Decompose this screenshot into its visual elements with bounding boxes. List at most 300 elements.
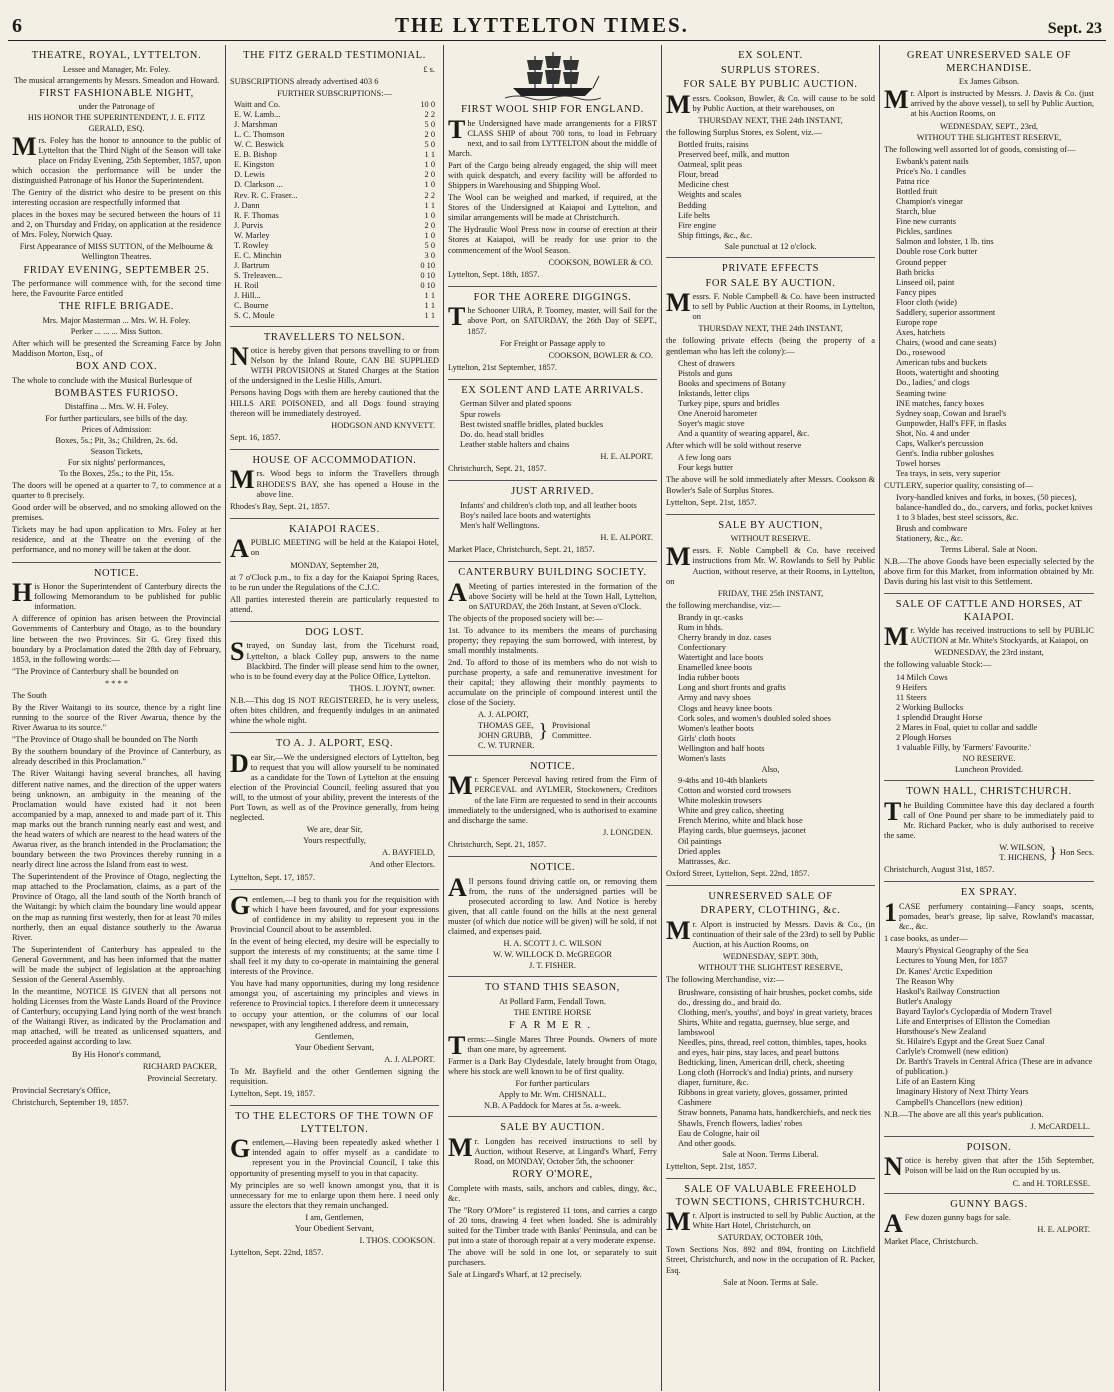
building-p4: 2nd. To afford to those of its members who do not wish to purchase property, a safe and remunerative investment for their capital; they allowing their monthly payments to accumulate on the principle of compound interest until the close of the Society. (448, 658, 657, 708)
theatre-ad (12, 45, 221, 563)
subscription-row (230, 271, 439, 281)
list-item: Clogs and heavy knee boots (678, 703, 772, 713)
wool-ship-ad (448, 45, 657, 287)
list-item: Leather stable halters and chains (460, 439, 570, 449)
cattle-heading: SALE OF CATTLE AND HORSES, AT KAIAPOI. (895, 599, 1083, 623)
theatre-box-and-cox: BOX AND COX. (75, 361, 158, 373)
spray-signature: J. McCARDELL. (1030, 1121, 1090, 1131)
poison-p1: Notice is hereby given that after the 15th September, Poison will be laid on the Run occupied by us. (884, 1152, 1094, 1182)
travellers-heading: TRAVELLERS TO NELSON. (263, 331, 406, 343)
list-item: Campbell's Chancellors (new edition) (896, 1097, 1023, 1107)
list-item: Towel horses (896, 459, 941, 469)
subscriber-name: E. Kingston (234, 160, 275, 170)
subscriber-name: W. C. Beswick (234, 140, 284, 150)
list-item: Chairs, (wood and cane seats) (896, 338, 997, 348)
travellers-p2: Persons having Dogs with them are hereby cautioned that the HILLS ARE POISONED, and all Dogs found straying thereon will be immediately destroyed. (230, 388, 439, 418)
cattle-items (884, 673, 1094, 754)
freehold-p1: Mr. Alport is instructed to sell by Public Auction, at the White Hart Hotel, Christchurch, on (666, 1207, 875, 1237)
private-effects-ad (666, 258, 875, 515)
theatre-friday: FRIDAY EVENING, SEPTEMBER 25. (23, 264, 210, 276)
subscription-amount: 5 0 (424, 240, 435, 250)
list-item: Price's No. 1 candles (896, 166, 966, 176)
drapery-sub-2: WITHOUT THE SLIGHTEST RESERVE, (698, 963, 843, 973)
reserve-p1: Messrs. F. Noble Campbell & Co. have received instructions from Mr. W. Rowlands to Sell by Public Auction, without reserve, at their Rooms, in Lyttelton, on (666, 542, 875, 586)
solent-signature: H. E. ALPORT. (600, 451, 653, 461)
column-4 (662, 45, 880, 1391)
private-p1: Messrs. F. Noble Campbell & Co. have been instructed to sell by Public Auction at their Rooms, in Lyttelton, on (666, 288, 875, 322)
kaiapoi-heading: KAIAPOI RACES. (289, 523, 380, 535)
list-item: Ribbons in great variety, gloves, gossamer, printed Cashmere (678, 1088, 848, 1108)
list-item: Spur rowels (460, 409, 501, 419)
farmer-p5: N.B. A Paddock for Mares at 5s. a-week. (484, 1101, 621, 1111)
list-item: Women's lasts (678, 753, 726, 763)
cattle-notice-p1: All persons found driving cattle on, or removing them from, the runs of the undersigned parties will be prosecuted according to law. And Notice is hereby given, that all cattle found on the hills at the next general muster (of which due notice will be given) will be sold, if not claimed, and expenses paid. (448, 872, 657, 936)
wool-ship-p3: The Wool can be weighed and marked, if required, at the Stores of the Undersigned at Kaiapoi and Lyttelton, and similar arrangements will be made at Christchurch. (448, 193, 657, 223)
list-item: Wellington and half boots (678, 743, 765, 753)
farmer-name: FARMER. (508, 1019, 597, 1031)
boundary-p1: His Honor the Superintendent of Canterbury directs the following Memorandum to be published for public information. (12, 578, 221, 612)
aorere-p1: The Schooner UIRA, P. Toomey, master, will Sail for the above Port, on SATURDAY, the 26th Day of SEPT., 1857. (448, 302, 657, 336)
drapery-date: Lyttelton, Sept. 21st, 1857. (666, 1161, 757, 1171)
list-item: Confectionary (678, 643, 726, 653)
kaiapoi-races-ad (230, 519, 439, 622)
subscriber-name: E. W. Lamb... (234, 109, 281, 119)
column-1 (8, 45, 226, 1391)
list-item: Inkstands, letter clips (678, 388, 750, 398)
list-item: Patna rice (896, 176, 930, 186)
subscription-row (230, 251, 439, 261)
rory-p3: The "Rory O'More" is registered 11 tons, and carries a cargo of 20 tons, drawing 4 feet when loaded. She is admirably suited for the Timber trade with Banks' Peninsula, and can be put into a state of thorough repair at a very moderate expense. (448, 1205, 657, 1245)
cattle-day: WEDNESDAY, the 23rd instant, (934, 648, 1044, 658)
alport-reply-name: A. J. ALPORT. (384, 1054, 435, 1064)
great-sale-ad (884, 45, 1094, 594)
list-item: Long cloth (Horrock's and India) prints, and nursery diaper, furniture, &c. (678, 1068, 854, 1088)
boundary-p6: In the meantime, NOTICE IS GIVEN that all persons not holding Licenses from the Waste Lands Board of the Province of Canterbury, occupying Land lying north of the west branch of the Waitangi River, as indicated by the Proclamation and map attached, will be treated as unlicensed squatters, and proceeded against according to law. (12, 987, 221, 1047)
cattle-notice (448, 857, 657, 977)
kaiapoi-p1: APUBLIC MEETING will be held at the Kaiapoi Hotel, on (230, 534, 439, 564)
private-p4: The above will be sold immediately after Messrs. Cookson & Bowler's Sale of Surplus Stores. (666, 475, 875, 495)
wool-ship-signature: COOKSON, BOWLER & CO. (548, 257, 653, 267)
alport-reply-date: Lyttelton, Sept. 19, 1857. (230, 1089, 315, 1099)
private-date: Lyttelton, Sept. 21st, 1857. (666, 497, 757, 507)
theatre-manager: Lessee and Manager, Mr. Foley. (62, 64, 171, 74)
building-p1: AMeeting of parties interested in the formation of the above Society will be held at the Town Hall, Lyttelton, on SATURDAY, the 26th Instant, at Seven o'Clock. (448, 577, 657, 611)
list-item: Weights and scales (678, 190, 742, 200)
alport-letter-close-2: Yours respectfully, (303, 836, 366, 846)
wool-ship-heading: FIRST WOOL SHIP FOR ENGLAND. (461, 104, 644, 115)
surplus-day: THURSDAY NEXT, THE 24th INSTANT, (698, 115, 843, 125)
freehold-ad (666, 1179, 875, 1293)
subscription-row (230, 100, 439, 110)
travellers-signature: HODGSON AND KNYVETT. (331, 420, 435, 430)
boundary-command: By His Honor's command, (72, 1049, 161, 1059)
subscriber-name: H. Roil (234, 281, 259, 291)
cattle-horses-ad (884, 594, 1094, 781)
subscriber-name: J. Bartrum (234, 261, 270, 271)
solent-heading: EX SOLENT AND LATE ARRIVALS. (461, 384, 644, 396)
rory-omore-ad (448, 1117, 657, 1286)
dog-lost-ad (230, 622, 439, 733)
dog-p1: Strayed, on Sunday last, from the Ticehurst road, Lyttelton, a black Colley pup, answers to the name Blackbird. The finder will please send him to the owner, who is to be found every day at the Police Office, Lyttelton. (230, 637, 439, 681)
list-item: Ship fittings, &c., &c. (678, 230, 753, 240)
aorere-signature: COOKSON, BOWLER & CO. (548, 350, 653, 360)
brace-icon: } (538, 719, 548, 742)
dog-p2: N.B.—This dog IS NOT REGISTERED, he is very useless, often bites children, and frequently indulges in an animated whine the whole night. (230, 695, 439, 726)
list-item: Brush and combware (896, 523, 968, 533)
cattle-notice-sig-3: J. T. FISHER. (529, 961, 576, 971)
perceval-date: Christchurch, Sept. 21, 1857. (448, 839, 546, 849)
freehold-p3: Sale at Noon. Terms at Sale. (723, 1277, 818, 1287)
town-hall-ad (884, 781, 1094, 882)
list-item: Life belts (678, 210, 710, 220)
electors-p2: My principles are so well known amongst you, that it is unnecessary for me to enlarge upon them here. I need only assure the electors that they remain unchanged. (230, 1180, 439, 1210)
solent-items (448, 399, 657, 449)
subscriber-name: Waitt and Co. (234, 99, 281, 109)
electors-name: I. THOS. COOKSON. (359, 1236, 435, 1246)
page-number: 6 (12, 15, 22, 37)
subscription-amount: 5 0 (424, 140, 435, 150)
subscriber-name: S. Treleaven... (234, 271, 283, 281)
private-heading: PRIVATE EFFECTS (721, 262, 820, 274)
list-item: Brandy in qr.-casks (678, 612, 743, 622)
great-items-2 (884, 493, 1094, 543)
aorere-heading: FOR THE AORERE DIGGINGS. (473, 291, 632, 303)
list-item: Stationery, &c., &c. (896, 533, 963, 543)
subscription-row (230, 170, 439, 180)
subscription-amount: 2 0 (424, 170, 435, 180)
subscription-row (230, 110, 439, 120)
subscription-amount: 1 0 (424, 160, 435, 170)
alport-letter-p1: Dear Sir,—We the undersigned electors of Lyttelton, beg to request that you will allow yourself to be nominated as a candidate for the Town of Lyttelton at the ensuing election of the Provincial Council, feeling assured that you will, to the utmost of your ability, prevent the interests of the Port Town, as well as of the Province generally, from being neglected. (230, 748, 439, 823)
freehold-heading: SALE OF VALUABLE FREEHOLD TOWN SECTIONS, CHRISTCHURCH. (675, 1183, 866, 1208)
subscription-row (230, 191, 439, 201)
list-item: Cork soles, and women's doubled soled shoes (678, 713, 831, 723)
list-item: Shawls, French flowers, ladies' robes (678, 1118, 803, 1128)
subscriber-name: T. Rowley (234, 240, 269, 250)
theatre-p5: After which will be presented the Screaming Farce by John Maddison Morton, Esq., of (12, 339, 221, 359)
boundary-signatory-title: Provincial Secretary. (147, 1073, 217, 1083)
poison-heading: POISON. (966, 1141, 1012, 1153)
great-cutlery: CUTLERY, superior quality, consisting of— (884, 481, 1034, 491)
spray-items (884, 946, 1094, 1107)
theatre-cast-1: Mrs. Major Masterman ... Mrs. W. H. Foley. (42, 315, 191, 325)
townhall-sig-2: T. HICHENS, (999, 853, 1047, 863)
theatre-cast-2: Perker ... ... ... Miss Sutton. (70, 326, 163, 336)
subscription-row (230, 211, 439, 221)
column-2 (226, 45, 444, 1391)
private-items-2 (666, 453, 875, 473)
spray-p1: 1CASE perfumery containing—Fancy soaps, scents, pomades, bear's grease, lip salve, Rowland's macassar, &c., &c. (884, 898, 1094, 932)
list-item: White moleskin trowsers (678, 796, 762, 806)
column-5 (880, 45, 1098, 1391)
townhall-p1: The Building Committee have this day declared a fourth call of One Pound per share to be immediately paid to Mr. Richard Packer, who is duly authorised to receive the same. (884, 796, 1094, 841)
alport-requisition (230, 733, 439, 890)
alport-letter-others: And other Electors. (369, 860, 435, 870)
list-item: Medicine chest (678, 180, 729, 190)
subscriber-name: R. F. Thomas (234, 210, 279, 220)
alport-reply-p3: You have had many opportunities, during my long residence amongst you, of ascertaining my principles and views in reference to Provincial topics. I therefore deem it unnecessary to occupy your attention, or the columns of our local newspaper, with any lengthened address, and remain, (230, 979, 439, 1029)
boundary-p2: A difference of opinion has arisen between the Provincial Governments of Canterbury and Otago, as to the boundary line between the two Provinces. Sir G. Grey fixed this boundary by a Proclamation dated the 28th day of February, 1853, in the following words:— (12, 614, 221, 664)
farmer-p4: Apply to Mr. Wm. CHISNALL. (498, 1089, 607, 1099)
great-sub: Ex James Gibson. (958, 77, 1020, 87)
theatre-bombastes: BOMBASTES FURIOSO. (54, 387, 179, 399)
subscriber-name: J. Marshman (234, 119, 278, 129)
list-item: Saddlery, superior assortment (896, 307, 996, 317)
subscription-row (230, 291, 439, 301)
freehold-p2: Town Sections Nos. 892 and 894, fronting on Litchfield Street, Christchurch, and now in the occupation of R. Packer, Esq. (666, 1245, 875, 1275)
subscription-amount: 0 10 (420, 271, 435, 281)
building-heading: CANTERBURY BUILDING SOCIETY. (458, 566, 647, 578)
cattle-notice-sig-2: W. W. WILLOCK D. McGREGOR (493, 950, 612, 960)
subscription-row (230, 261, 439, 271)
reserve-day: FRIDAY, THE 25th INSTANT, (717, 588, 824, 598)
masthead (8, 6, 1106, 41)
boundary-office: Provincial Secretary's Office, (12, 1085, 111, 1095)
subscription-amount: 10 0 (420, 99, 435, 109)
private-sub: FOR SALE BY AUCTION. (705, 277, 836, 289)
list-item: Fire engine (678, 220, 716, 230)
list-item: Dr. Barth's Travels in Central Africa (These are in advance of publication.) (896, 1057, 1093, 1077)
electors-heading: TO THE ELECTORS OF THE TOWN OF LYTTELTON. (235, 1111, 434, 1135)
electors-ad (230, 1106, 439, 1264)
theatre-music: The musical arrangements by Messrs. Smeadon and Howard. (13, 75, 220, 85)
rory-p4: The above will be sold in one lot, or separately to suit purchasers. (448, 1248, 657, 1268)
alport-letter-name: A. BAYFIELD, (382, 848, 435, 858)
townhall-sig-1: W. WILSON, (999, 843, 1046, 853)
surplus-p1: Messrs. Cookson, Bowler, & Co. will cause to be sold by Public Auction, at their warehouses, on (666, 89, 875, 119)
spray-p2: 1 case books, as under— (884, 934, 968, 944)
alport-reply (230, 890, 439, 1106)
list-item: Gent's. India rubber goloshes (896, 449, 994, 458)
gunny-p1: AFew dozen gunny bags for sale. (884, 1209, 1011, 1239)
subscription-row (230, 201, 439, 211)
list-item: Oatmeal, split peas (678, 160, 742, 170)
list-item: Life of an Eastern King (896, 1077, 976, 1087)
poison-signature: C. and H. TORLESSE. (1012, 1178, 1090, 1188)
list-item: And a quantity of wearing apparel, &c. (678, 429, 810, 439)
list-item: Bedding (678, 200, 707, 210)
drapery-p1: Mr. Alport is instructed by Messrs. Davis & Co., (in continuation of their sale of the 23rd) to sell by Public Auction, at his Auction Rooms, on (666, 916, 875, 950)
townhall-date: Christchurch, August 31st, 1857. (884, 865, 995, 875)
surplus-p2: the following Surplus Stores, ex Solent, viz.— (666, 128, 823, 138)
drapery-ad (666, 886, 875, 1179)
list-item: Seaming twine (896, 388, 947, 398)
list-item: Fine new currants (896, 217, 957, 227)
accommodation-ad (230, 450, 439, 519)
subscription-amount: 1 0 (424, 180, 435, 190)
rory-p5: Sale at Lingard's Wharf, at 12 precisely. (448, 1270, 582, 1280)
issue-date: Sept. 23 (1047, 20, 1102, 37)
gunny-signature: H. E. ALPORT. (1037, 1225, 1090, 1235)
list-item: Tea trays, in sets, very superior (896, 469, 1001, 479)
theatre-season: Season Tickets, (90, 446, 143, 456)
reserve-date: Oxford Street, Lyttelton, Sept. 22nd, 1857. (666, 868, 810, 878)
just-arrived-ad (448, 481, 657, 562)
gunny-bags-ad (884, 1194, 1094, 1254)
list-item: St. Hilaire's Egypt and the Great Suez Canal (896, 1037, 1045, 1047)
list-item: Gunpowder, Hall's FFF, in flasks (896, 418, 1007, 428)
alport-letter-date: Lyttelton, Sept. 17, 1857. (230, 872, 315, 882)
list-item: Ground pepper (896, 257, 947, 267)
list-item: INE matches, fancy boxes (896, 398, 984, 408)
surplus-sub: SURPLUS STORES. (720, 64, 821, 76)
committee-label: Provisional Committee. (552, 720, 592, 740)
perceval-heading: NOTICE. (529, 760, 576, 772)
list-item: 9-4ths and 10-4th blankets (678, 776, 768, 786)
subscriber-name: D. Clarkson ... (234, 180, 283, 190)
alport-reply-close-2: Your Obedient Servant, (295, 1042, 374, 1052)
electors-date: Lyttelton, Sept. 22nd, 1857. (230, 1248, 324, 1258)
columns (8, 45, 1106, 1391)
list-item: Turkey pipe, spurs and bridles (678, 398, 780, 408)
perceval-signature: J. LONGDEN. (602, 827, 653, 837)
list-item: Enamelled knee boots (678, 663, 752, 673)
great-p2: The following well assorted lot of goods, consisting of— (884, 144, 1076, 154)
alport-reply-p1: Gentlemen,—I beg to thank you for the requisition with which I have been favoured, and for your expressions of confidence in my ability to represent you in the Provincial Council about to be assembled. (230, 890, 439, 934)
subscription-row (230, 221, 439, 231)
list-item: Girls' cloth boots (678, 733, 736, 743)
townhall-heading: TOWN HALL, CHRISTCHURCH. (906, 786, 1072, 798)
list-item: Europe rope (896, 317, 938, 327)
theatre-season-2: For six nights' performances, (67, 457, 166, 467)
subscription-row (230, 231, 439, 241)
theatre-p6: The whole to conclude with the Musical Burlesque of (12, 375, 193, 385)
wool-ship-p1: The Undersigned have made arrangements for a FIRST CLASS SHIP of about 700 tons, to load in February next, and to sail from LYTTELTON about the middle of March. (448, 114, 657, 158)
alport-reply-to: To Mr. Bayfield and the other Gentlemen signing the requisition. (230, 1066, 439, 1086)
list-item: French Merino, white and black hose (678, 816, 803, 826)
dog-heading: DOG LOST. (305, 626, 364, 638)
aorere-ad (448, 287, 657, 380)
list-item: Bayard Taylor's Cyclopædia of Modern Travel (896, 1006, 1052, 1016)
reserve-heading: SALE BY AUCTION, (718, 519, 823, 531)
theatre-patronage: under the Patronage of (78, 102, 155, 112)
great-terms: Terms Liberal. Sale at Noon. (940, 544, 1038, 554)
rory-ship: RORY O'MORE, (512, 1168, 593, 1180)
list-item: 1 splendid Draught Horse (896, 712, 983, 722)
testimonial-ad (230, 45, 439, 327)
theatre-p3: places in the boxes may be secured between the hours of 11 and 2, on Thursday and Friday, on application at the residence of Mrs. Foley, Norwich Quay. (12, 210, 221, 240)
accommodation-heading: HOUSE OF ACCOMMODATION. (252, 454, 417, 466)
subscription-amount: 0 10 (420, 261, 435, 271)
boundary-notice (12, 563, 221, 1114)
cattle-notice-sig-1: H. A. SCOTT J. C. WILSON (503, 939, 602, 948)
list-item: 2 Plough Horses (896, 732, 952, 742)
electors-close: I am, Gentlemen, (305, 1212, 364, 1222)
committee-member: A. J. ALPORT, (478, 710, 529, 720)
list-item: Books and specimens of Botany (678, 378, 786, 388)
theatre-p2: The Gentry of the district who desire to be present on this interesting occasion are respectfully informed that (12, 187, 221, 208)
sale-no-reserve-ad (666, 515, 875, 886)
boundary-signatory: RICHARD PACKER, (142, 1061, 217, 1071)
list-item: The Reason Why (896, 976, 954, 986)
subscription-row (230, 150, 439, 160)
surplus-stores-ad (666, 45, 875, 258)
list-item: Best twisted snaffle bridles, plated buckles (460, 419, 604, 429)
alport-letter-close: We are, dear Sir, (306, 825, 363, 835)
accommodation-date: Rhodes's Bay, Sept. 21, 1857. (230, 501, 330, 511)
great-sub-2: WITHOUT THE SLIGHTEST RESERVE, (916, 132, 1062, 142)
list-item: Bath bricks (896, 267, 935, 277)
subscriber-name: J. Hill... (234, 291, 261, 301)
drapery-heading: UNRESERVED SALE OF (708, 890, 833, 902)
theatre-prices: Prices of Admission: (81, 424, 152, 434)
subscription-amount: 5 0 (424, 119, 435, 129)
boundary-q2: The South (12, 690, 47, 700)
aorere-p2: For Freight or Passage apply to (500, 338, 605, 348)
cattle-p2: the following valuable Stock:— (884, 660, 992, 670)
subscription-amount: 2 0 (424, 220, 435, 230)
reserve-items (666, 613, 875, 764)
list-item: 1 valuable Filly, by 'Farmers' Favourite.' (896, 743, 1031, 753)
list-item: Brushware, consisting of hair brushes, pocket combs, side do., dressing do., and braid do. (678, 987, 873, 1007)
subscription-amount: 1 1 (424, 291, 435, 301)
theatre-p8: The doors will be opened at a quarter to 7, to commence at a quarter to 8 precisely. (12, 480, 221, 501)
subscription-row (230, 140, 439, 150)
great-heading: GREAT UNRESERVED SALE OF MERCHANDISE. (906, 50, 1072, 74)
sailing-ship-icon (505, 50, 601, 102)
list-item: 2 Mares in Foal, quiet to collar and saddle (896, 722, 1038, 732)
cattle-p1: Mr. Wylde has received instructions to sell by PUBLIC AUCTION at Mr. White's Stockyards, at Kaiapoi, on (884, 622, 1094, 652)
townhall-signatures (884, 843, 1094, 863)
theatre-p10: Tickets may be had upon application to Mrs. Foley at her residence, and at the Theatre on the evening of the performance, and no money will be taken at the door. (12, 525, 221, 555)
list-item: Do. do. head stall bridles (460, 429, 544, 439)
theatre-p7: For further particulars, see bills of the day. (45, 413, 188, 423)
gunny-date: Market Place, Christchurch. (884, 1237, 978, 1247)
boundary-q5: By the southern boundary of the Province of Canterbury, as already described in this Proclamation." (12, 747, 221, 767)
perceval-notice (448, 756, 657, 857)
list-item: Butler's Analogy (896, 996, 953, 1006)
list-item: Boy's nailed lace boots and watertights (460, 510, 591, 520)
solent-arrivals-ad (448, 380, 657, 481)
brace-icon: } (1049, 844, 1058, 862)
reserve-p2: the following merchandise, viz:— (666, 600, 781, 610)
list-item: Boots, watertight and shooting (896, 368, 999, 378)
private-p3: After which will be sold without reserve (666, 441, 802, 451)
subscription-row (230, 130, 439, 140)
boundary-q3: By the River Waitangi to its source, thence by a right line running to the source of the River Awarua, thence by the River Awarua to its source." (12, 702, 221, 733)
just-arrived-heading: JUST ARRIVED. (511, 485, 594, 497)
boundary-heading: NOTICE. (93, 567, 140, 579)
subscription-amount: 1 0 (424, 230, 435, 240)
boundary-q1: "The Province of Canterbury shall be bounded on (12, 666, 179, 676)
theatre-farce: THE RIFLE BRIGADE. (59, 301, 174, 313)
gunny-heading: GUNNY BAGS. (950, 1198, 1028, 1210)
list-item: Cherry brandy in doz. cases (678, 633, 772, 642)
list-item: Salmon and lobster, 1 lb. tins (896, 237, 994, 247)
reserve-sub: WITHOUT RESERVE. (730, 534, 811, 544)
alport-reply-p2: In the event of being elected, my desire will be especially to support the interests of my constituents; at the same time I shall feel it my duty to co-operate in maintaining the general interests of the Province. (230, 936, 439, 977)
building-society-ad (448, 562, 657, 756)
great-items (884, 157, 1094, 480)
list-item: And other goods. (678, 1138, 736, 1148)
list-item: Straw bonnets, Panama hats, handkerchiefs, and neck ties (678, 1108, 872, 1118)
list-item: Army and navy shoes (678, 693, 751, 703)
subscriber-name: W. Marley (234, 230, 270, 240)
boundary-p4: The Superintendent of the Province of Otago, neglecting the map attached to the Proclamation, claims, as a part of the Province of Otago, all the land south of the North branch of the Waitangi: by which claim the boundary line would appear on the map as running first westerly, then for at least 70 miles northerly, then an equal distance southerly to the Awarua River. (12, 872, 221, 942)
list-item: Preserved beef, milk, and mutton (678, 150, 790, 160)
theatre-cast-3: Distaffina ... Mrs. W. H. Foley. (64, 402, 169, 412)
farmer-entire-horse: THE ENTIRE HORSE (513, 1007, 592, 1017)
kaiapoi-p3: All parties interested therein are particularly requested to attend. (230, 594, 439, 614)
ex-spray-ad (884, 882, 1094, 1136)
list-item: Caps, Walker's percussion (896, 438, 984, 448)
subscription-row (230, 241, 439, 251)
reserve-also: Also, (761, 765, 780, 775)
list-item: 9 Heifers (896, 682, 927, 692)
list-item: Linseed oil, paint (896, 277, 955, 287)
newspaper-title: THE LYTTELTON TIMES. (395, 13, 689, 37)
just-arrived-signature: H. E. ALPORT. (600, 532, 653, 542)
